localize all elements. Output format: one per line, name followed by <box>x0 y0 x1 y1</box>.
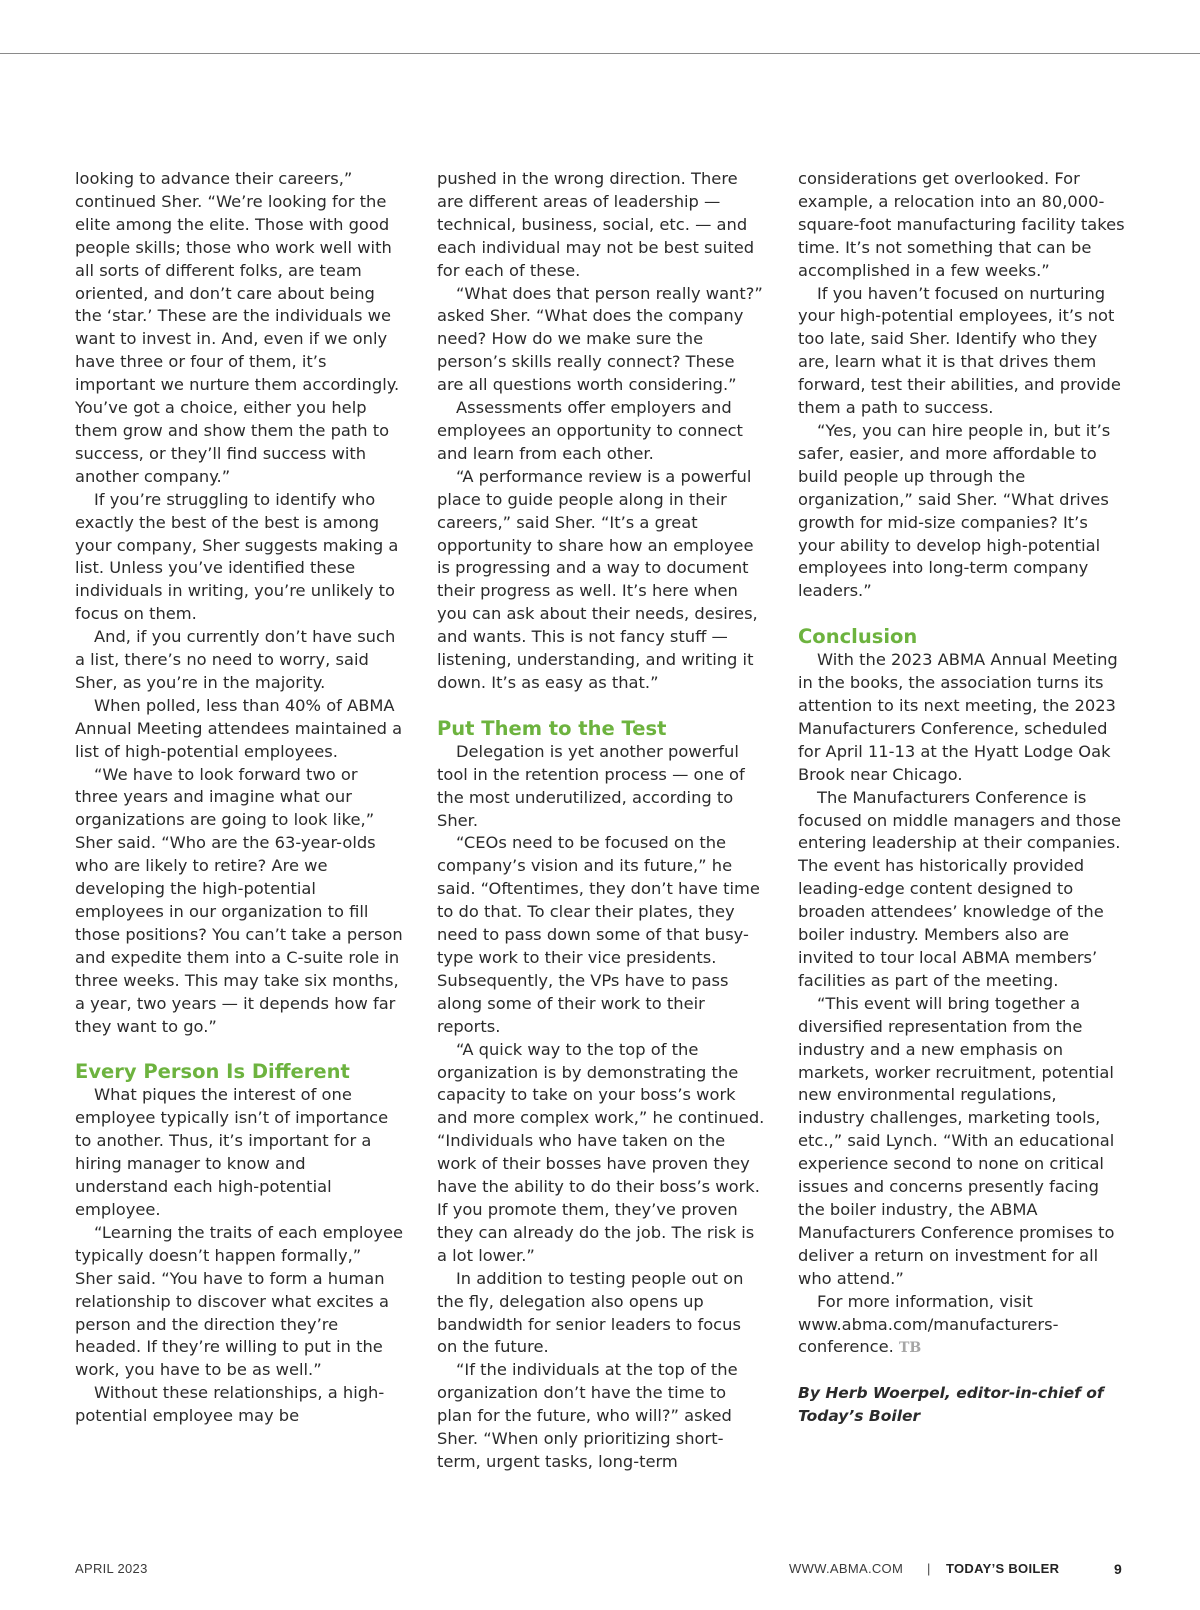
section-heading: Conclusion <box>798 625 918 649</box>
paragraph: And, if you currently don’t have such a list, there’s no need to worry, said Sher, as you’re in the majority. <box>75 627 396 692</box>
paragraph: “Yes, you can hire people in, but it’s safer, easier, and more affordable to build people up through the organization,” said Sher. “What drives growth for mid-size companies? It’s your ability to develop high-potential employees into long-term company leaders.” <box>798 420 1111 601</box>
end-mark: TB <box>898 1340 922 1357</box>
footer-separator: | <box>927 1561 931 1576</box>
paragraph: “What does that person really want?” asked Sher. “What does the company need? How do we make sure the person’s skills really connect? These are all questions worth considering.” <box>437 283 763 395</box>
paragraph: “We have to look forward two or three years and imagine what our organizations are going to look like,” Sher said. “Who are the 63-year-olds who are likely to retire? Are we developing the high-potential employees in our organization to fill those positions? You can’t take a person and expedite them into a C-suite role in three weeks. This may take six months, a year, two years — it depends how far they want to go.” <box>75 764 403 1036</box>
footer-magazine-name: TODAY’S BOILER <box>946 1561 1060 1576</box>
paragraph: Assessments offer employers and employees an opportunity to connect and learn from each other. <box>437 398 743 463</box>
section-heading: Every Person Is Different <box>75 1060 350 1084</box>
paragraph: considerations get overlooked. For example, a relocation into an 80,000-square-foot manufacturing facility takes time. It’s not something that can be accomplished in a few weeks.” <box>798 169 1125 280</box>
article-column-1 <box>75 168 403 1428</box>
footer-date: APRIL 2023 <box>75 1561 148 1576</box>
paragraph: If you’re struggling to identify who exactly the best of the best is among your company, Sher suggests making a list. Unless you’ve identified these individuals in writing, you’re unlikely to focus on them. <box>75 489 399 624</box>
paragraph: “CEOs need to be focused on the company’s vision and its future,” he said. “Oftentimes, they don’t have time to do that. To clear their plates, they need to pass down some of that busy-type work to their vice presidents. Subsequently, the VPs have to pass along some of their work to their reports. <box>437 833 760 1036</box>
paragraph: Without these relationships, a high-potential employee may be <box>75 1383 385 1426</box>
paragraph: “A quick way to the top of the organization is by demonstrating the capacity to take on your boss’s work and more complex work,” he continued. “Individuals who have taken on the work of their bosses have proven they have the ability to do their boss’s work. If you promote them, they’ve proven they can already do the job. The risk is a lot lower.” <box>437 1039 765 1265</box>
paragraph: “Learning the traits of each employee typically doesn’t happen formally,” Sher said. “You have to form a human relationship to discover what excites a person and the direction they’re headed. If they’re willing to put in the work, you have to be as well.” <box>75 1222 403 1380</box>
paragraph: When polled, less than 40% of ABMA Annual Meeting attendees maintained a list of high-potential employees. <box>75 695 403 761</box>
paragraph: “This event will bring together a diversified representation from the industry and a new emphasis on markets, worker recruitment, potential new environmental regulations, industry challenges, marketing tools, etc.,” said Lynch. “With an educational experience second to none on critical issues and concerns presently facing the boiler industry, the ABMA Manufacturers Conference promises to deliver a return on investment for all who attend.” <box>798 993 1115 1288</box>
article-column-2 <box>437 168 765 1474</box>
paragraph: “A performance review is a powerful place to guide people along in their careers,” said Sher. “It’s a great opportunity to share how an employee is progressing and a way to document their progress as well. It’s here when you can ask about their needs, desires, and wants. This is not fancy stuff — listening, understanding, and writing it down. It’s as easy as that.” <box>437 466 758 692</box>
paragraph: “If the individuals at the top of the organization don’t have the time to plan for the future, who will?” asked Sher. “When only prioritizing short-term, urgent tasks, long-term <box>437 1360 738 1471</box>
page-number: 9 <box>1114 1561 1123 1577</box>
top-rule <box>0 53 1200 54</box>
paragraph: pushed in the wrong direction. There are different areas of leadership — technical, business, social, etc. — and each individual may not be best suited for each of these. <box>437 169 755 280</box>
footer-website-link[interactable]: WWW.ABMA.COM <box>789 1561 904 1576</box>
paragraph: In addition to testing people out on the fly, delegation also opens up bandwidth for senior leaders to focus on the future. <box>437 1268 744 1357</box>
paragraph: Delegation is yet another powerful tool in the retention process — one of the most underutilized, according to Sher. <box>437 741 745 830</box>
article-column-3 <box>798 168 1126 1428</box>
paragraph <box>798 1291 1126 1361</box>
author-byline: By Herb Woerpel, editor-in-chief of Today’s Boiler <box>798 1384 1104 1426</box>
paragraph: What piques the interest of one employee typically isn’t of importance to another. Thus, it’s important for a hiring manager to know and understand each high-potential employee. <box>75 1085 389 1219</box>
section-heading: Put Them to the Test <box>437 716 667 740</box>
paragraph: If you haven’t focused on nurturing your high-potential employees, it’s not too late, said Sher. Identify who they are, learn what it is that drives them forward, test their abilities, and provide them a path to success. <box>798 283 1121 418</box>
paragraph: The Manufacturers Conference is focused on middle managers and those entering leadership at their companies. The event has historically provided leading-edge content designed to broaden attendees’ knowledge of the boiler industry. Members also are invited to tour local ABMA members’ facilities as part of the meeting. <box>798 787 1122 990</box>
paragraph: With the 2023 ABMA Annual Meeting in the books, the association turns its attention to its next meeting, the 2023 Manufacturers Conference, scheduled for April 11-13 at the Hyatt Lodge Oak Brook near Chicago. <box>798 650 1118 784</box>
paragraph-text: For more information, visit www.abma.com/manufacturers-conference. <box>798 1291 1059 1357</box>
paragraph: looking to advance their careers,” continued Sher. “We’re looking for the elite among the elite. Those with good people skills; those who work well with all sorts of different folks, are team oriented, and don’t care about being the ‘star.’ These are the individuals we want to invest in. And, even if we only have three or four of them, it’s important we nurture them accordingly. You’ve got a choice, either you help them grow and show them the path to success, or they’ll find success with another company.” <box>75 169 400 486</box>
